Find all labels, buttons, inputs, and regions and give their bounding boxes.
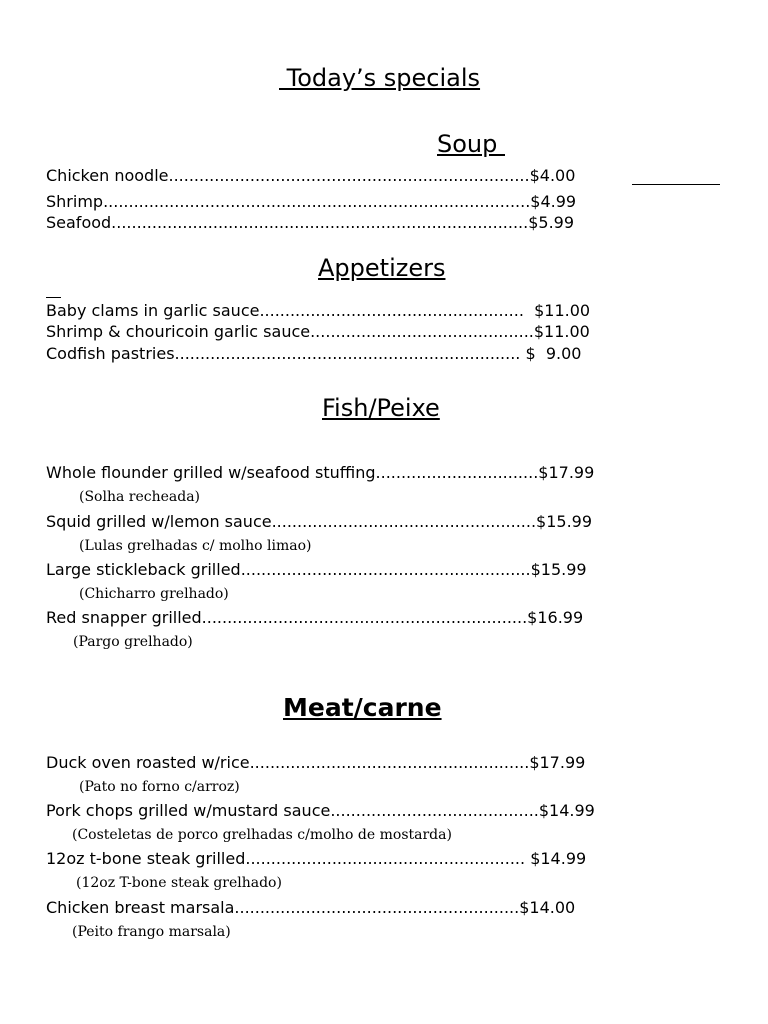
menu-item: Pork chops grilled w/mustard sauce.........................................$14.99: [46, 801, 595, 820]
menu-item-translation: (12oz T-bone steak grelhado): [76, 875, 282, 891]
section-heading-meat: Meat/carne: [283, 693, 442, 722]
menu-item: Shrimp & chouricoin garlic sauce............................................$11.00: [46, 322, 590, 341]
menu-item: Shrimp....................................................................................$4.99: [46, 192, 577, 211]
menu-item-translation: (Chicharro grelhado): [79, 586, 229, 602]
menu-item: Seafood..................................................................................$5.99: [46, 213, 575, 232]
menu-item: Large stickleback grilled.........................................................$15.99: [46, 560, 587, 579]
menu-item: Chicken breast marsala........................................................$14.00: [46, 898, 576, 917]
section-heading-appetizers: Appetizers: [318, 254, 446, 282]
menu-item: 12oz t-bone steak grilled....................................................... $14.99: [46, 849, 587, 868]
menu-item: Red snapper grilled................................................................$16.99: [46, 608, 584, 627]
menu-item-translation: (Solha recheada): [79, 489, 201, 505]
menu-item-translation: (Pato no forno c/arroz): [79, 779, 240, 795]
menu-item: Codfish pastries.................................................................... $ 9.00: [46, 344, 582, 363]
menu-item: Chicken noodle.......................................................................$4.00: [46, 166, 576, 185]
underline-rule: [632, 184, 720, 185]
menu-item-translation: (Pargo grelhado): [73, 634, 193, 650]
menu-item: Whole flounder grilled w/seafood stuffing................................$17.99: [46, 463, 595, 482]
menu-item-translation: (Lulas grelhadas c/ molho limao): [79, 538, 312, 554]
menu-item-translation: (Costeletas de porco grelhadas c/molho de mostarda): [72, 827, 452, 843]
short-rule: [46, 297, 61, 298]
menu-item-translation: (Peito frango marsala): [72, 924, 231, 940]
page-title: Today’s specials: [279, 64, 481, 92]
menu-item: Squid grilled w/lemon sauce....................................................$15.99: [46, 512, 593, 531]
section-heading-fish: Fish/Peixe: [322, 394, 440, 422]
section-heading-soup: Soup: [437, 130, 505, 158]
menu-item: Baby clams in garlic sauce.................................................... $11.00: [46, 301, 591, 320]
menu-item: Duck oven roasted w/rice.......................................................$17.99: [46, 753, 586, 772]
